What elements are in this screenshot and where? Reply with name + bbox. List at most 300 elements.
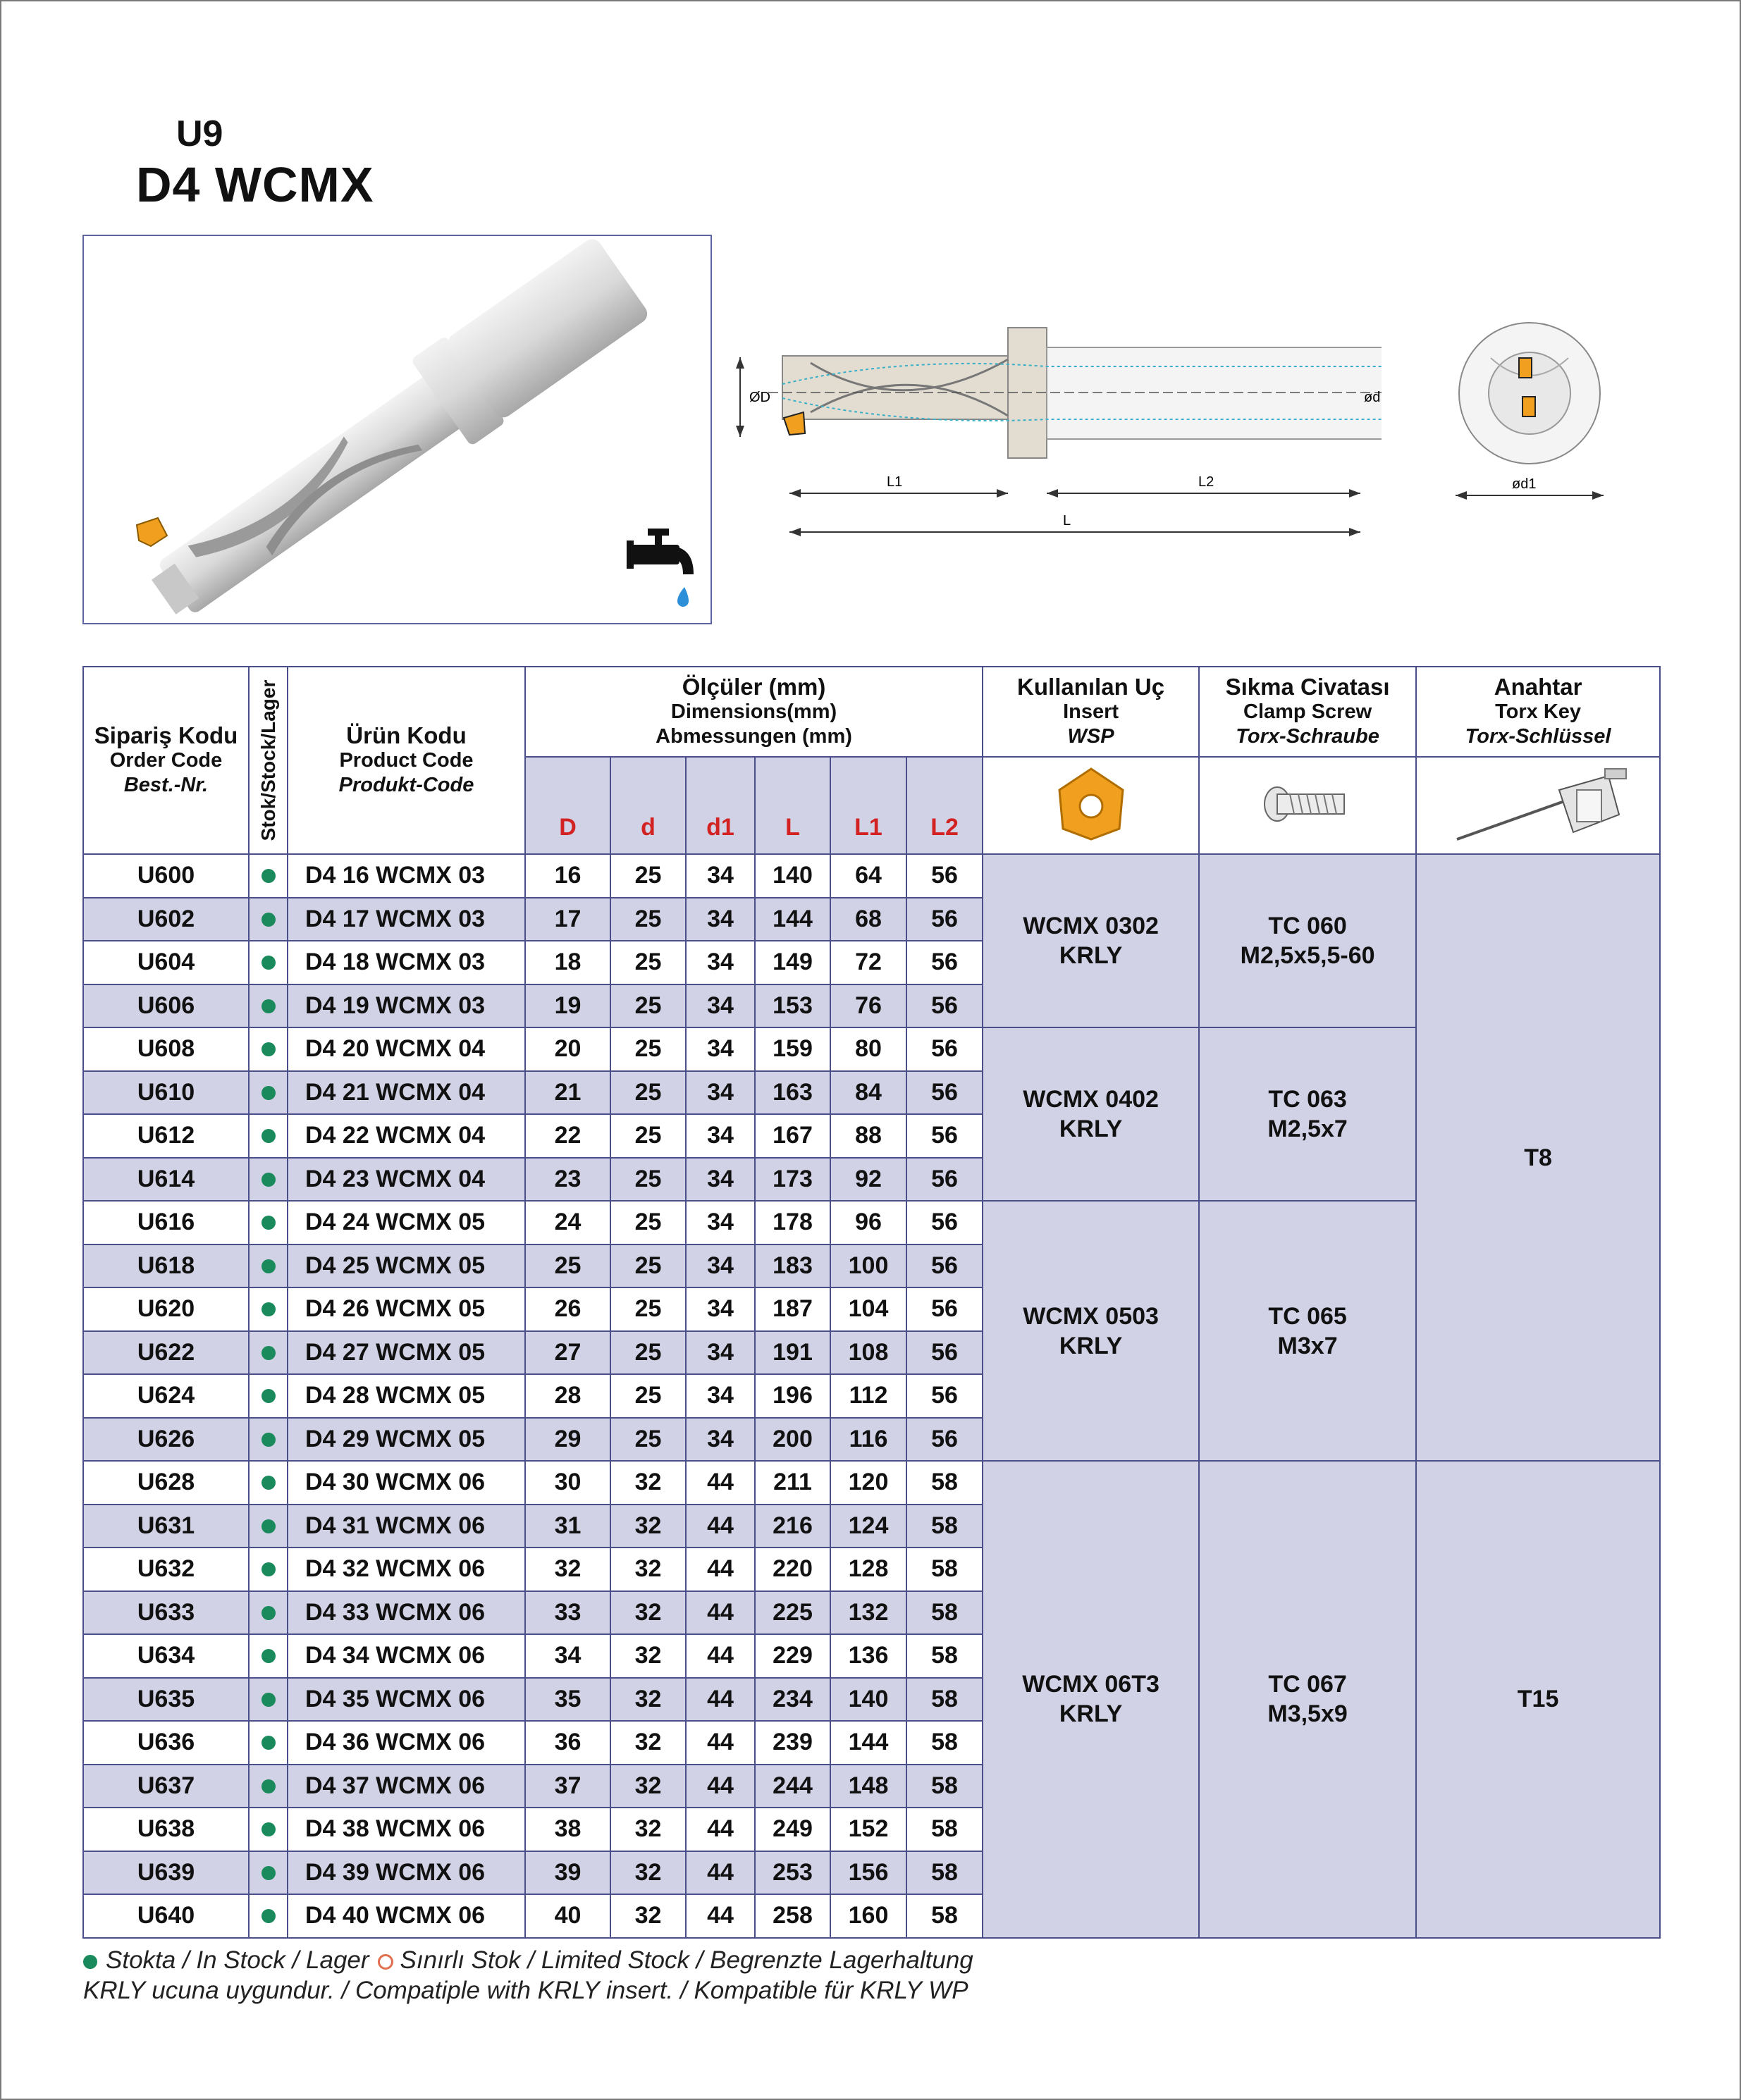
dim-D-cell: 16	[525, 854, 610, 898]
screw-code: TC 060	[1268, 913, 1347, 939]
product-code-cell: D4 22 WCMX 04	[288, 1114, 525, 1158]
dim-L1-cell: 76	[830, 984, 906, 1028]
order-code-cell: U622	[83, 1331, 249, 1375]
product-code-cell: D4 20 WCMX 04	[288, 1027, 525, 1071]
stock-cell	[249, 1201, 288, 1244]
product-code-header: Ürün Kodu Product Code Produkt-Code	[288, 667, 525, 854]
dim-L1-cell: 104	[830, 1287, 906, 1331]
dim-L1-cell: 100	[830, 1244, 906, 1288]
insert-header: Kullanılan Uç Insert WSP	[983, 667, 1199, 757]
dim-D-cell: 32	[525, 1548, 610, 1591]
dim-d1-cell: 44	[686, 1548, 755, 1591]
dim-d-cell: 25	[610, 1071, 686, 1115]
dim-d1-cell: 34	[686, 1027, 755, 1071]
dim-D-cell: 35	[525, 1678, 610, 1722]
stock-header: Stok/Stock/Lager	[249, 667, 288, 854]
order-code-cell: U639	[83, 1851, 249, 1895]
dim-L1-cell: 156	[830, 1851, 906, 1895]
dim-d1-cell: 34	[686, 1331, 755, 1375]
dim-L-cell: 249	[755, 1808, 830, 1851]
order-code-cell: U637	[83, 1765, 249, 1808]
in-stock-dot-icon	[262, 1909, 276, 1923]
stock-cell	[249, 1287, 288, 1331]
dim-D-cell: 37	[525, 1765, 610, 1808]
in-stock-dot-icon	[262, 1519, 276, 1533]
dim-L2-cell: 56	[906, 941, 983, 984]
key-image-cell	[1416, 757, 1660, 854]
product-code-cell: D4 37 WCMX 06	[288, 1765, 525, 1808]
dim-L-cell: 239	[755, 1721, 830, 1765]
dim-d1-cell: 34	[686, 1244, 755, 1288]
dim-L2-cell: 58	[906, 1591, 983, 1635]
dim-d1-cell: 44	[686, 1678, 755, 1722]
dim-L-cell: 140	[755, 854, 830, 898]
dim-d-cell: 25	[610, 1418, 686, 1462]
in-stock-dot-icon	[262, 1779, 276, 1793]
stock-cell	[249, 1808, 288, 1851]
dim-L2-cell: 58	[906, 1808, 983, 1851]
screw-icon	[1262, 776, 1353, 832]
stock-cell	[249, 1851, 288, 1895]
stock-cell	[249, 941, 288, 984]
order-code-cell: U612	[83, 1114, 249, 1158]
insert-cell	[983, 854, 1199, 1027]
dim-L-cell: 149	[755, 941, 830, 984]
dim-L2-cell: 58	[906, 1721, 983, 1765]
dim-d-cell: 32	[610, 1548, 686, 1591]
stock-cell	[249, 854, 288, 898]
order-code-cell: U618	[83, 1244, 249, 1288]
order-code-cell: U624	[83, 1374, 249, 1418]
order-code-cell: U631	[83, 1505, 249, 1548]
label-L: L	[1063, 513, 1071, 529]
dim-L-cell: 187	[755, 1287, 830, 1331]
in-stock-label: Stokta / In Stock / Lager	[106, 1946, 369, 1974]
dim-L-cell: 225	[755, 1591, 830, 1635]
screw-image-cell	[1199, 757, 1416, 854]
stock-cell	[249, 1374, 288, 1418]
dim-L-cell: 234	[755, 1678, 830, 1722]
dim-L2-cell: 56	[906, 1071, 983, 1115]
dim-d1-cell: 44	[686, 1851, 755, 1895]
product-code-cell: D4 16 WCMX 03	[288, 854, 525, 898]
dim-L1-cell: 68	[830, 898, 906, 941]
product-code-cell: D4 23 WCMX 04	[288, 1158, 525, 1202]
dim-D-cell: 28	[525, 1374, 610, 1418]
label-d1: ød1	[1512, 476, 1537, 492]
dim-d-cell: 25	[610, 1331, 686, 1375]
screw-cell	[1199, 1201, 1416, 1461]
insert-code: WCMX 06T3	[1022, 1671, 1159, 1698]
dim-d1-cell: 44	[686, 1808, 755, 1851]
insert-type: KRLY	[1059, 1332, 1123, 1359]
order-code-cell: U628	[83, 1461, 249, 1505]
dim-L-cell: 200	[755, 1418, 830, 1462]
dim-D-cell: 23	[525, 1158, 610, 1202]
in-stock-dot-icon	[262, 1042, 276, 1056]
product-code-cell: D4 28 WCMX 05	[288, 1374, 525, 1418]
dim-L1-cell: 72	[830, 941, 906, 984]
dim-d-cell: 32	[610, 1634, 686, 1678]
product-code-cell: D4 19 WCMX 03	[288, 984, 525, 1028]
in-stock-dot-icon	[262, 1866, 276, 1880]
product-code-cell: D4 24 WCMX 05	[288, 1201, 525, 1244]
key-header: Anahtar Torx Key Torx-Schlüssel	[1416, 667, 1660, 757]
dim-L2-cell: 58	[906, 1678, 983, 1722]
dim-d-cell: 32	[610, 1591, 686, 1635]
dim-L1-cell: 144	[830, 1721, 906, 1765]
order-code-cell: U620	[83, 1287, 249, 1331]
in-stock-dot-icon	[262, 1736, 276, 1750]
dim-L2-cell: 56	[906, 1418, 983, 1462]
dim-D-cell: 18	[525, 941, 610, 984]
product-code-cell: D4 21 WCMX 04	[288, 1071, 525, 1115]
dim-L1-cell: 80	[830, 1027, 906, 1071]
screw-size: M2,5x7	[1267, 1116, 1348, 1142]
stock-cell	[249, 1591, 288, 1635]
dimensions-header: Ölçüler (mm) Dimensions(mm) Abmessungen (mm)	[525, 667, 983, 757]
stock-cell	[249, 1071, 288, 1115]
dim-L-cell: 196	[755, 1374, 830, 1418]
dim-D-cell: 38	[525, 1808, 610, 1851]
dim-L2-cell: 58	[906, 1634, 983, 1678]
dim-L-cell: 229	[755, 1634, 830, 1678]
order-code-cell: U608	[83, 1027, 249, 1071]
order-code-cell: U614	[83, 1158, 249, 1202]
dim-d1-cell: 44	[686, 1461, 755, 1505]
dim-d-cell: 25	[610, 1114, 686, 1158]
dim-L2-cell: 58	[906, 1894, 983, 1938]
dim-d1-cell: 34	[686, 1287, 755, 1331]
dim-d-cell: 32	[610, 1678, 686, 1722]
dim-L1-cell: 108	[830, 1331, 906, 1375]
dim-L-cell: 159	[755, 1027, 830, 1071]
product-code-cell: D4 29 WCMX 05	[288, 1418, 525, 1462]
dim-L2-cell: 56	[906, 1027, 983, 1071]
product-code-cell: D4 30 WCMX 06	[288, 1461, 525, 1505]
dim-d1-cell: 44	[686, 1894, 755, 1938]
dim-D-cell: 36	[525, 1721, 610, 1765]
order-code-cell: U626	[83, 1418, 249, 1462]
order-code-header: Sipariş Kodu Order Code Best.-Nr.	[83, 667, 249, 854]
dim-d1-cell: 44	[686, 1634, 755, 1678]
order-code-cell: U610	[83, 1071, 249, 1115]
limited-stock-label: Sınırlı Stok / Limited Stock / Begrenzte Lagerhaltung	[400, 1946, 973, 1974]
dim-L1-cell: 152	[830, 1808, 906, 1851]
in-stock-dot-icon	[262, 1476, 276, 1490]
in-stock-dot-icon	[262, 999, 276, 1013]
stock-cell	[249, 1548, 288, 1591]
dim-d-cell: 25	[610, 1287, 686, 1331]
dim-d1-cell: 44	[686, 1765, 755, 1808]
dim-d1-cell: 34	[686, 1158, 755, 1202]
in-stock-dot-icon	[262, 1259, 276, 1273]
dim-d-cell: 25	[610, 941, 686, 984]
dim-d-cell: 32	[610, 1505, 686, 1548]
in-stock-dot-icon	[262, 1606, 276, 1620]
dim-d1-cell: 34	[686, 1201, 755, 1244]
compatibility-note: KRLY ucuna uygundur. / Compatiple with KRLY insert. / Kompatible für KRLY WP	[83, 1977, 968, 2004]
coolant-tap-icon	[627, 525, 704, 617]
dim-L2-cell: 56	[906, 854, 983, 898]
in-stock-dot-icon	[262, 1086, 276, 1100]
in-stock-dot-icon	[83, 1955, 97, 1969]
product-code-cell: D4 35 WCMX 06	[288, 1678, 525, 1722]
screw-cell	[1199, 854, 1416, 1027]
dim-L2-cell: 56	[906, 1331, 983, 1375]
stock-legend	[83, 1946, 973, 1975]
dim-L2-cell: 58	[906, 1548, 983, 1591]
in-stock-dot-icon	[262, 1346, 276, 1360]
order-code-cell: U606	[83, 984, 249, 1028]
stock-cell	[249, 1634, 288, 1678]
dim-L1-cell: 96	[830, 1201, 906, 1244]
dim-header-L: L	[755, 757, 830, 854]
product-code-cell: D4 39 WCMX 06	[288, 1851, 525, 1895]
label-L1: L1	[887, 474, 903, 490]
insert-type: KRLY	[1059, 942, 1123, 969]
screw-code: TC 067	[1268, 1671, 1347, 1698]
product-code-cell: D4 27 WCMX 05	[288, 1331, 525, 1375]
dim-L2-cell: 56	[906, 1158, 983, 1202]
insert-code: WCMX 0302	[1023, 913, 1159, 939]
product-photo	[82, 235, 712, 624]
order-code-cell: U600	[83, 854, 249, 898]
dim-d-cell: 32	[610, 1721, 686, 1765]
dim-L-cell: 167	[755, 1114, 830, 1158]
in-stock-dot-icon	[262, 956, 276, 970]
dim-header-d1: d1	[686, 757, 755, 854]
in-stock-dot-icon	[262, 1302, 276, 1316]
dim-L2-cell: 56	[906, 1374, 983, 1418]
stock-cell	[249, 898, 288, 941]
dim-D-cell: 33	[525, 1591, 610, 1635]
screw-code: TC 065	[1268, 1302, 1347, 1330]
label-d: ød	[1364, 390, 1381, 405]
stock-cell	[249, 1461, 288, 1505]
dim-D-cell: 31	[525, 1505, 610, 1548]
dim-d-cell: 32	[610, 1808, 686, 1851]
product-code-cell: D4 18 WCMX 03	[288, 941, 525, 984]
order-code-cell: U636	[83, 1721, 249, 1765]
in-stock-dot-icon	[262, 1693, 276, 1707]
order-code-cell: U633	[83, 1591, 249, 1635]
insert-code: WCMX 0503	[1023, 1302, 1159, 1330]
dim-L2-cell: 58	[906, 1461, 983, 1505]
dim-d-cell: 32	[610, 1851, 686, 1895]
dim-D-cell: 22	[525, 1114, 610, 1158]
dim-d-cell: 32	[610, 1894, 686, 1938]
stock-cell	[249, 1721, 288, 1765]
product-code-cell: D4 26 WCMX 05	[288, 1287, 525, 1331]
dim-L-cell: 258	[755, 1894, 830, 1938]
dim-L-cell: 220	[755, 1548, 830, 1591]
end-view-drawing	[1448, 316, 1611, 513]
table-row	[83, 854, 1660, 898]
insert-cell	[983, 1027, 1199, 1201]
torx-key-icon	[1446, 762, 1630, 846]
in-stock-dot-icon	[262, 1562, 276, 1576]
dim-L1-cell: 140	[830, 1678, 906, 1722]
dim-header-L1: L1	[830, 757, 906, 854]
torx-key-cell: T8	[1416, 854, 1660, 1461]
dim-L1-cell: 112	[830, 1374, 906, 1418]
order-code-cell: U634	[83, 1634, 249, 1678]
dim-header-d: d	[610, 757, 686, 854]
stock-cell	[249, 984, 288, 1028]
product-code-cell: D4 17 WCMX 03	[288, 898, 525, 941]
drill-photo-illustration	[84, 236, 710, 623]
in-stock-dot-icon	[262, 1649, 276, 1663]
dim-d-cell: 25	[610, 854, 686, 898]
dim-d1-cell: 34	[686, 1374, 755, 1418]
dim-L1-cell: 64	[830, 854, 906, 898]
stock-cell	[249, 1244, 288, 1288]
dim-header-D: D	[525, 757, 610, 854]
product-code-cell: D4 36 WCMX 06	[288, 1721, 525, 1765]
dim-D-cell: 17	[525, 898, 610, 941]
dim-d1-cell: 34	[686, 1114, 755, 1158]
in-stock-dot-icon	[262, 1129, 276, 1143]
dim-L1-cell: 92	[830, 1158, 906, 1202]
dim-L-cell: 163	[755, 1071, 830, 1115]
insert-icon	[1052, 765, 1130, 843]
order-code-cell: U604	[83, 941, 249, 984]
dim-L2-cell: 56	[906, 1201, 983, 1244]
dim-D-cell: 26	[525, 1287, 610, 1331]
dim-L-cell: 178	[755, 1201, 830, 1244]
stock-cell	[249, 1331, 288, 1375]
in-stock-dot-icon	[262, 1433, 276, 1447]
order-code-cell: U638	[83, 1808, 249, 1851]
in-stock-dot-icon	[262, 913, 276, 927]
dim-L1-cell: 132	[830, 1591, 906, 1635]
dim-L-cell: 244	[755, 1765, 830, 1808]
dim-L-cell: 144	[755, 898, 830, 941]
dim-d1-cell: 34	[686, 854, 755, 898]
product-table	[82, 666, 1661, 1939]
dim-L-cell: 253	[755, 1851, 830, 1895]
limited-stock-ring-icon	[378, 1954, 393, 1970]
dim-d-cell: 25	[610, 1158, 686, 1202]
stock-cell	[249, 1027, 288, 1071]
dim-header-L2: L2	[906, 757, 983, 854]
product-code-cell: D4 33 WCMX 06	[288, 1591, 525, 1635]
in-stock-dot-icon	[262, 869, 276, 883]
dim-L2-cell: 58	[906, 1765, 983, 1808]
screw-size: M2,5x5,5-60	[1240, 942, 1375, 969]
dim-D-cell: 39	[525, 1851, 610, 1895]
product-code-cell: D4 32 WCMX 06	[288, 1548, 525, 1591]
in-stock-dot-icon	[262, 1216, 276, 1230]
insert-type: KRLY	[1059, 1116, 1123, 1142]
dim-D-cell: 29	[525, 1418, 610, 1462]
torx-key-cell: T15	[1416, 1461, 1660, 1938]
dim-L-cell: 153	[755, 984, 830, 1028]
product-code-cell: D4 25 WCMX 05	[288, 1244, 525, 1288]
dim-L1-cell: 128	[830, 1548, 906, 1591]
dim-L1-cell: 148	[830, 1765, 906, 1808]
dim-d-cell: 25	[610, 1374, 686, 1418]
dim-L1-cell: 120	[830, 1461, 906, 1505]
in-stock-dot-icon	[262, 1389, 276, 1403]
dimension-drawing	[726, 314, 1382, 550]
dim-L2-cell: 58	[906, 1851, 983, 1895]
page-title: D4 WCMX	[136, 157, 374, 212]
insert-cell	[983, 1461, 1199, 1938]
dim-d-cell: 25	[610, 984, 686, 1028]
dim-d1-cell: 44	[686, 1505, 755, 1548]
dim-D-cell: 24	[525, 1201, 610, 1244]
dim-L1-cell: 116	[830, 1418, 906, 1462]
product-code-cell: D4 40 WCMX 06	[288, 1894, 525, 1938]
in-stock-dot-icon	[262, 1822, 276, 1836]
product-code-cell: D4 34 WCMX 06	[288, 1634, 525, 1678]
order-code-cell: U602	[83, 898, 249, 941]
dim-d-cell: 25	[610, 898, 686, 941]
screw-cell	[1199, 1461, 1416, 1938]
dim-d1-cell: 44	[686, 1721, 755, 1765]
stock-cell	[249, 1158, 288, 1202]
product-table-body	[83, 854, 1660, 1938]
dim-d1-cell: 34	[686, 941, 755, 984]
dim-d1-cell: 34	[686, 1418, 755, 1462]
dim-D-cell: 25	[525, 1244, 610, 1288]
dim-d1-cell: 34	[686, 984, 755, 1028]
insert-code: WCMX 0402	[1023, 1086, 1159, 1113]
dim-d-cell: 25	[610, 1201, 686, 1244]
product-code-cell: D4 31 WCMX 06	[288, 1505, 525, 1548]
dim-D-cell: 19	[525, 984, 610, 1028]
stock-cell	[249, 1505, 288, 1548]
screw-header: Sıkma Civatası Clamp Screw Torx-Schraube	[1199, 667, 1416, 757]
insert-image-cell	[983, 757, 1199, 854]
dim-d-cell: 25	[610, 1027, 686, 1071]
stock-cell	[249, 1765, 288, 1808]
stock-cell	[249, 1418, 288, 1462]
dim-L-cell: 173	[755, 1158, 830, 1202]
dim-d-cell: 32	[610, 1461, 686, 1505]
screw-size: M3,5x9	[1267, 1700, 1348, 1728]
dim-D-cell: 27	[525, 1331, 610, 1375]
dim-d-cell: 25	[610, 1244, 686, 1288]
dim-L1-cell: 88	[830, 1114, 906, 1158]
dim-L2-cell: 56	[906, 984, 983, 1028]
table-row	[83, 1461, 1660, 1505]
dim-L-cell: 211	[755, 1461, 830, 1505]
dim-L2-cell: 56	[906, 1114, 983, 1158]
order-code-cell: U640	[83, 1894, 249, 1938]
dim-d1-cell: 44	[686, 1591, 755, 1635]
stock-cell	[249, 1114, 288, 1158]
order-code-cell: U616	[83, 1201, 249, 1244]
order-code-cell: U635	[83, 1678, 249, 1722]
dim-L1-cell: 124	[830, 1505, 906, 1548]
dim-L2-cell: 58	[906, 1505, 983, 1548]
dim-d1-cell: 34	[686, 1071, 755, 1115]
dim-L2-cell: 56	[906, 1287, 983, 1331]
dim-L-cell: 191	[755, 1331, 830, 1375]
dim-L2-cell: 56	[906, 1244, 983, 1288]
dim-L1-cell: 136	[830, 1634, 906, 1678]
stock-cell	[249, 1678, 288, 1722]
dim-d1-cell: 34	[686, 898, 755, 941]
dim-L1-cell: 84	[830, 1071, 906, 1115]
screw-cell	[1199, 1027, 1416, 1201]
screw-size: M3x7	[1277, 1332, 1338, 1359]
dim-D-cell: 40	[525, 1894, 610, 1938]
dim-L1-cell: 160	[830, 1894, 906, 1938]
